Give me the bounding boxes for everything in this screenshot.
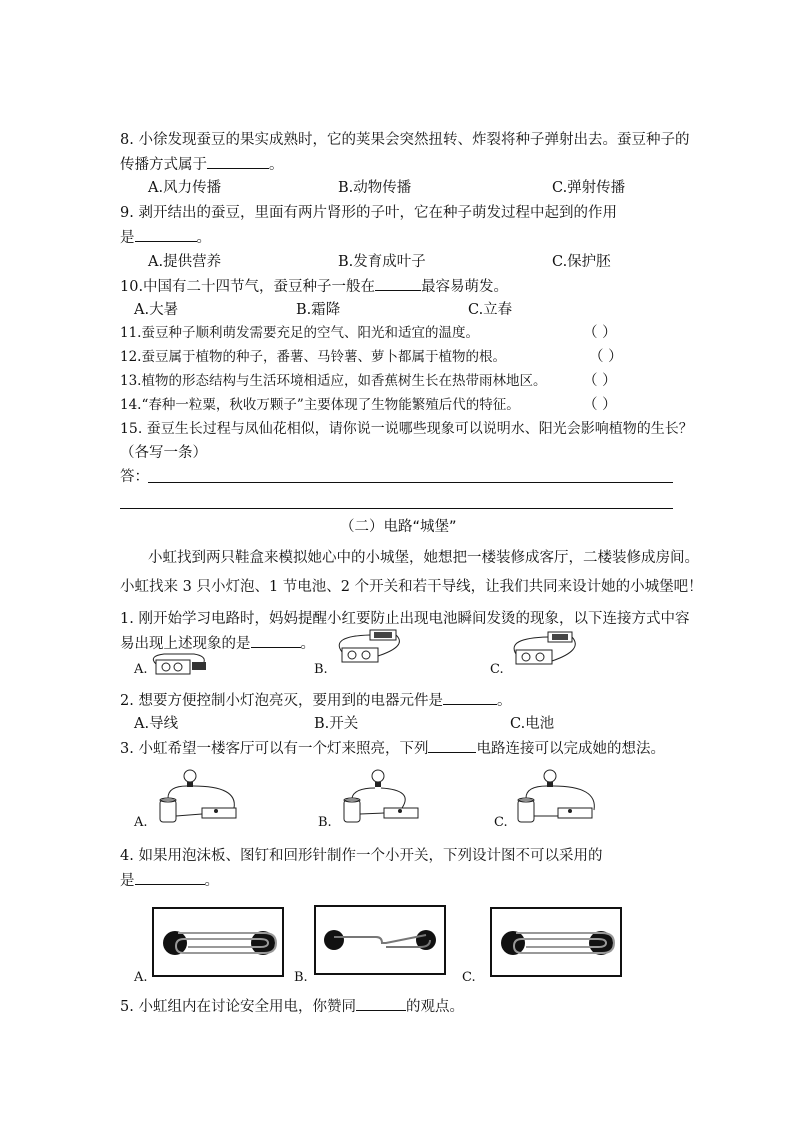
c5-stem-text: 5. 小虹组内在讨论安全用电，你赞同 bbox=[120, 999, 356, 1015]
c3-stem-text: 3. 小虹希望一楼客厅可以有一个灯来照亮，下列 bbox=[120, 741, 429, 757]
q14-statement: 14.“春种一粒粟，秋收万颗子”主要体现了生物能繁殖后代的特征。 bbox=[120, 397, 520, 413]
c1-option-a-label[interactable]: A. bbox=[134, 662, 148, 677]
q10-option-c[interactable]: C.立春 bbox=[468, 302, 513, 318]
q13-statement: 13.植物的形态结构与生活环境相适应，如香蕉树生长在热带雨林地区。 bbox=[120, 373, 547, 389]
c4-stem-line1: 4. 如果用泡沫板、图钉和回形针制作一个小开关，下列设计图不可以采用的 bbox=[120, 848, 603, 864]
c2-option-a[interactable]: A.导线 bbox=[134, 716, 179, 732]
q8-stem-line2 bbox=[120, 154, 284, 175]
c1-option-c-label[interactable]: C. bbox=[490, 662, 504, 677]
c2-option-b[interactable]: B.开关 bbox=[314, 716, 359, 732]
c4-option-b-switch-photo[interactable] bbox=[314, 905, 446, 975]
c3-option-a-circuit-figure[interactable] bbox=[150, 766, 246, 826]
c3-option-c-circuit-figure[interactable] bbox=[508, 766, 604, 826]
c4-answer-blank[interactable] bbox=[135, 870, 205, 885]
c1-stem-line2 bbox=[120, 633, 315, 654]
c2-stem bbox=[120, 690, 511, 711]
c3-option-c-label[interactable]: C. bbox=[494, 815, 508, 830]
c1-option-c-circuit-figure[interactable] bbox=[506, 628, 586, 666]
q10-stem bbox=[120, 276, 508, 297]
c1-option-b-circuit-figure[interactable] bbox=[330, 626, 410, 664]
q15-answer-label: 答： bbox=[120, 469, 149, 485]
c1-option-b-label[interactable]: B. bbox=[314, 662, 328, 677]
c4-option-c-label[interactable]: C. bbox=[462, 970, 476, 985]
q8-stem-end: 。 bbox=[269, 157, 284, 173]
c5-stem-end: 的观点。 bbox=[405, 999, 464, 1015]
c5-answer-blank[interactable] bbox=[356, 996, 406, 1011]
q10-stem-text: 10.中国有二十四节气，蚕豆种子一般在 bbox=[120, 279, 376, 295]
c3-option-a-label[interactable]: A. bbox=[134, 815, 148, 830]
q9-option-a[interactable]: A.提供营养 bbox=[148, 254, 222, 270]
q8-option-c[interactable]: C.弹射传播 bbox=[552, 180, 626, 196]
section-title: （二）电路“城堡” bbox=[340, 519, 457, 535]
c1-stem-line1: 1. 刚开始学习电路时，妈妈提醒小红要防止出现电池瞬间发烫的现象，以下连接方式中容 bbox=[120, 611, 690, 627]
q8-stem-text: 传播方式属于 bbox=[120, 157, 207, 173]
c3-stem-end: 电路连接可以完成她的想法。 bbox=[476, 741, 665, 757]
q10-option-b[interactable]: B.霜降 bbox=[296, 302, 341, 318]
c1-stem-end: 。 bbox=[300, 636, 315, 652]
c1-option-a-circuit-figure[interactable] bbox=[146, 652, 216, 680]
q15-stem-line1: 15. 蚕豆生长过程与凤仙花相似，请你说一说哪些现象可以说明水、阳光会影响植物的生长？ bbox=[120, 421, 693, 437]
q9-stem-text: 是 bbox=[120, 230, 135, 246]
c4-stem-text: 是 bbox=[120, 873, 135, 889]
q9-option-c[interactable]: C.保护胚 bbox=[552, 254, 611, 270]
c3-stem bbox=[120, 738, 665, 759]
q9-option-b[interactable]: B.发育成叶子 bbox=[338, 254, 426, 270]
c2-stem-end: 。 bbox=[496, 693, 512, 709]
c1-answer-blank[interactable] bbox=[251, 633, 301, 648]
q9-stem-line2 bbox=[120, 227, 211, 248]
q9-stem-end: 。 bbox=[196, 230, 211, 246]
c3-answer-blank[interactable] bbox=[428, 738, 476, 753]
c4-option-a-label[interactable]: A. bbox=[134, 970, 148, 985]
q15-stem-line2: （各写一条） bbox=[120, 445, 207, 461]
c4-stem-line2 bbox=[120, 870, 219, 891]
q8-option-b[interactable]: B.动物传播 bbox=[338, 180, 412, 196]
q15-answer-line-1[interactable] bbox=[148, 482, 673, 483]
q8-stem-line1: 8. 小徐发现蚕豆的果实成熟时，它的荚果会突然扭转、炸裂将种子弹射出去。蚕豆种子的 bbox=[120, 132, 690, 148]
c4-option-a-switch-photo[interactable] bbox=[152, 907, 284, 977]
q12-answer-paren[interactable]: （ ） bbox=[589, 349, 623, 365]
c2-option-c[interactable]: C.电池 bbox=[510, 716, 555, 732]
section-intro-line2: 小虹找来 3 只小灯泡、1 节电池、2 个开关和若干导线，让我们共同来设计她的小城堡吧！ bbox=[120, 579, 703, 595]
q11-answer-paren[interactable]: （ ） bbox=[583, 325, 617, 341]
q10-option-a[interactable]: A.大暑 bbox=[134, 302, 179, 318]
q15-answer-line-2[interactable] bbox=[120, 508, 673, 509]
c3-option-b-circuit-figure[interactable] bbox=[334, 766, 430, 826]
section-intro-line1: 小虹找到两只鞋盒来模拟她心中的小城堡，她想把一楼装修成客厅，二楼装修成房间。 bbox=[148, 550, 699, 566]
q9-stem-line1: 9. 剥开结出的蚕豆，里面有两片肾形的子叶，它在种子萌发过程中起到的作用 bbox=[120, 205, 617, 221]
q10-stem-end: 最容易萌发。 bbox=[421, 279, 509, 295]
c4-option-b-label[interactable]: B. bbox=[294, 970, 308, 985]
q8-answer-blank[interactable] bbox=[207, 154, 269, 169]
q14-answer-paren[interactable]: （ ） bbox=[583, 397, 617, 413]
c2-stem-text: 2. 想要方便控制小灯泡亮灭，要用到的电器元件是 bbox=[120, 693, 443, 709]
c4-option-c-switch-photo[interactable] bbox=[490, 907, 622, 977]
q13-answer-paren[interactable]: （ ） bbox=[583, 373, 617, 389]
c1-stem-text: 易出现上述现象的是 bbox=[120, 636, 251, 652]
q11-statement: 11.蚕豆种子顺利萌发需要充足的空气、阳光和适宜的温度。 bbox=[120, 325, 479, 341]
c3-option-b-label[interactable]: B. bbox=[318, 815, 332, 830]
q8-option-a[interactable]: A.风力传播 bbox=[148, 180, 222, 196]
q12-statement: 12.蚕豆属于植物的种子，番薯、马铃薯、萝卜都属于植物的根。 bbox=[120, 349, 506, 365]
c5-stem bbox=[120, 996, 464, 1017]
q9-answer-blank[interactable] bbox=[135, 227, 197, 242]
c2-answer-blank[interactable] bbox=[443, 690, 497, 705]
q10-answer-blank[interactable] bbox=[375, 276, 421, 291]
c4-stem-end: 。 bbox=[204, 873, 219, 889]
